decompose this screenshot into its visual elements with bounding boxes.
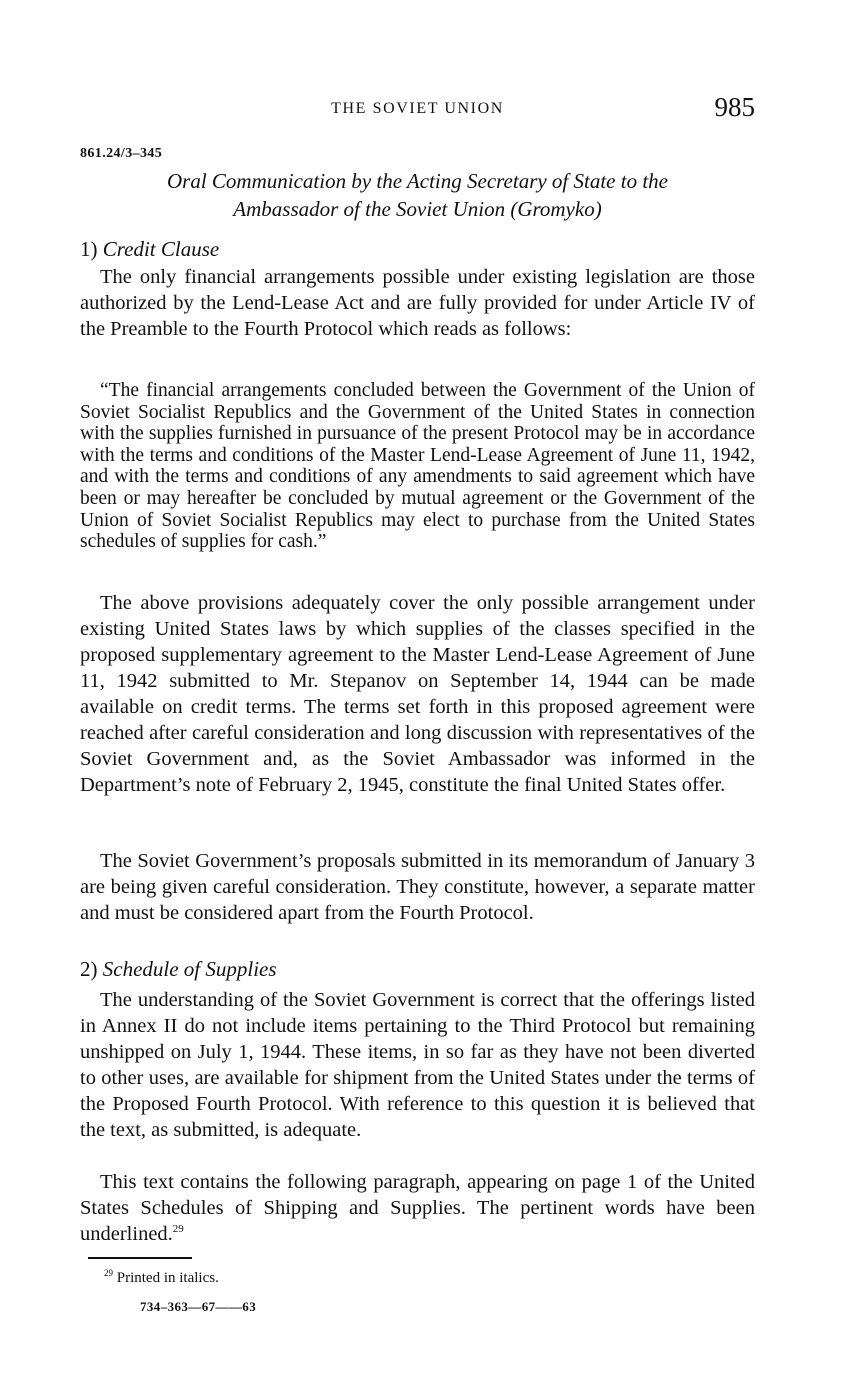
- document-title: [80, 167, 755, 223]
- footnote-rule: [88, 1257, 192, 1259]
- footnote-reference: 29: [172, 1223, 184, 1236]
- footnote-mark: 29: [104, 1268, 113, 1278]
- file-number: 861.24/3–345: [80, 146, 163, 161]
- paragraph-2: The above provisions adequately cover the only possible arrangement under existing United States laws by which supplies of the classes specified in the proposed supplementary agreement to the Master Lend-Lease Agreement of June 11, 1942 submitted to Mr. Stepanov on September 14, 1944 can be made available on credit terms. The terms set forth in this proposed agreement were reached after careful consideration and long discussion with representatives of the Soviet Government and, as the Soviet Ambassador was informed in the Department’s note of February 2, 1945, constitute the final United States offer.: [80, 592, 755, 796]
- paragraph-3: The Soviet Government’s proposals submitted in its memorandum of January 3 are being given careful consideration. They constitute, however, a separate matter and must be considered apart from the Fourth Protocol.: [80, 850, 755, 924]
- section-heading-schedule-of-supplies: [80, 957, 277, 982]
- paragraph-5-text: This text contains the following paragraph, appearing on page 1 of the United States Schedules of Shipping and Supplies. The pertinent words have been underlined.: [80, 1171, 755, 1245]
- paragraph-1: The only financial arrangements possible under existing legislation are those authorized by the Lend-Lease Act and are fully provided for under Article IV of the Preamble to the Fourth Protocol which reads as follows:: [80, 266, 755, 340]
- running-head: [80, 92, 755, 126]
- document-title-line-1: Oral Communication by the Acting Secretary of State to the: [167, 169, 668, 193]
- section-number: 1): [80, 237, 98, 261]
- print-code: 734–363—67——63: [140, 1299, 257, 1314]
- paragraph-5: [80, 1169, 755, 1247]
- page-number: 985: [714, 92, 755, 122]
- section-number: 2): [80, 957, 98, 981]
- block-quote: “The financial arrangements concluded between the Government of the Union of Soviet Socialist Republics and the Government of the United States in connection with the supplies furnished in pursuance of the present Protocol may be in accordance with the terms and conditions of the Master Lend-Lease Agreement of June 11, 1942, and with the terms and conditions of any amendments to said agreement which have been or may hereafter be concluded by mutual agreement or the Government of the Union of Soviet Socialist Republics may elect to purchase from the United States schedules of supplies for cash.”: [80, 380, 755, 553]
- footnote: [104, 1268, 219, 1287]
- section-heading-credit-clause: [80, 237, 219, 262]
- document-title-line-2: Ambassador of the Soviet Union (Gromyko): [233, 197, 602, 221]
- section-title: Schedule of Supplies: [102, 957, 277, 981]
- running-title: THE SOVIET UNION: [331, 100, 504, 117]
- section-title: Credit Clause: [102, 237, 220, 261]
- paragraph-4: The understanding of the Soviet Government is correct that the offerings listed in Annex II do not include items pertaining to the Third Protocol but remaining unshipped on July 1, 1944. These items, in so far as they have not been diverted to other uses, are available for shipment from the United States under the terms of the Proposed Fourth Protocol. With reference to this question it is believed that the text, as submitted, is adequate.: [80, 989, 755, 1141]
- footnote-text: Printed in italics.: [116, 1270, 219, 1286]
